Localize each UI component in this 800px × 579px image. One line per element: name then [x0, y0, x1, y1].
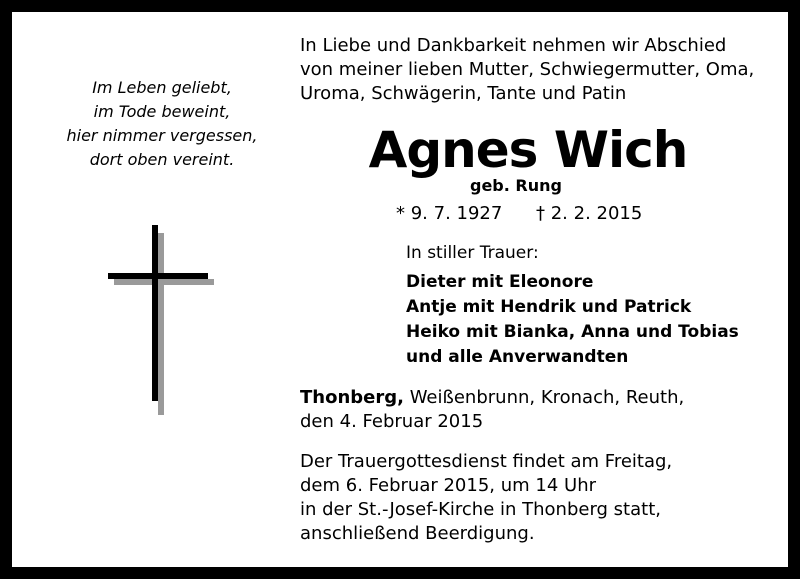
deceased-name: Agnes Wich: [368, 121, 688, 179]
place-and-date: [300, 386, 770, 434]
cross-vertical: [152, 225, 158, 401]
verse-line: hier nimmer vergessen,: [66, 126, 258, 145]
death-date: † 2. 2. 2015: [536, 203, 643, 224]
service-line: anschließend Beerdigung.: [300, 523, 535, 544]
service-line: Der Trauergottesdienst findet am Freitag,: [300, 451, 673, 472]
mourner-entry: Dieter mit Eleonore: [406, 272, 594, 292]
funeral-service-info: [300, 450, 770, 546]
verse-line: Im Leben geliebt,: [92, 78, 232, 97]
intro-line: Uroma, Schwägerin, Tante und Patin: [300, 83, 627, 104]
cross-horizontal: [108, 273, 208, 279]
place-line: [300, 386, 770, 410]
mourner-entry: und alle Anverwandten: [406, 347, 629, 367]
place-town: Thonberg,: [300, 387, 404, 408]
maiden-name: geb. Rung: [470, 176, 562, 195]
mourner-entry: Antje mit Hendrik und Patrick: [406, 297, 692, 317]
birth-date: * 9. 7. 1927: [396, 203, 503, 224]
mourner-entry: Heiko mit Bianka, Anna und Tobias: [406, 322, 739, 342]
intro-text: [300, 34, 770, 106]
mourning-heading: In stiller Trauer:: [406, 243, 539, 263]
intro-line: In Liebe und Dankbarkeit nehmen wir Abschied: [300, 35, 727, 56]
memorial-verse: [52, 76, 272, 172]
cross-shadow-horizontal: [114, 279, 214, 285]
obituary-card: [12, 12, 788, 567]
cross-icon: [108, 225, 218, 415]
life-dates: [396, 203, 643, 225]
verse-line: im Tode beweint,: [93, 102, 231, 121]
service-line: in der St.-Josef-Kirche in Thonberg statt,: [300, 499, 661, 520]
intro-line: von meiner lieben Mutter, Schwiegermutter, Oma,: [300, 59, 755, 80]
verse-line: dort oben vereint.: [89, 150, 235, 169]
mourners-list: [406, 270, 739, 370]
service-line: dem 6. Februar 2015, um 14 Uhr: [300, 475, 597, 496]
cross-shadow-vertical: [158, 233, 164, 415]
notice-date: den 4. Februar 2015: [300, 411, 484, 432]
place-others: Weißenbrunn, Kronach, Reuth,: [403, 387, 685, 408]
